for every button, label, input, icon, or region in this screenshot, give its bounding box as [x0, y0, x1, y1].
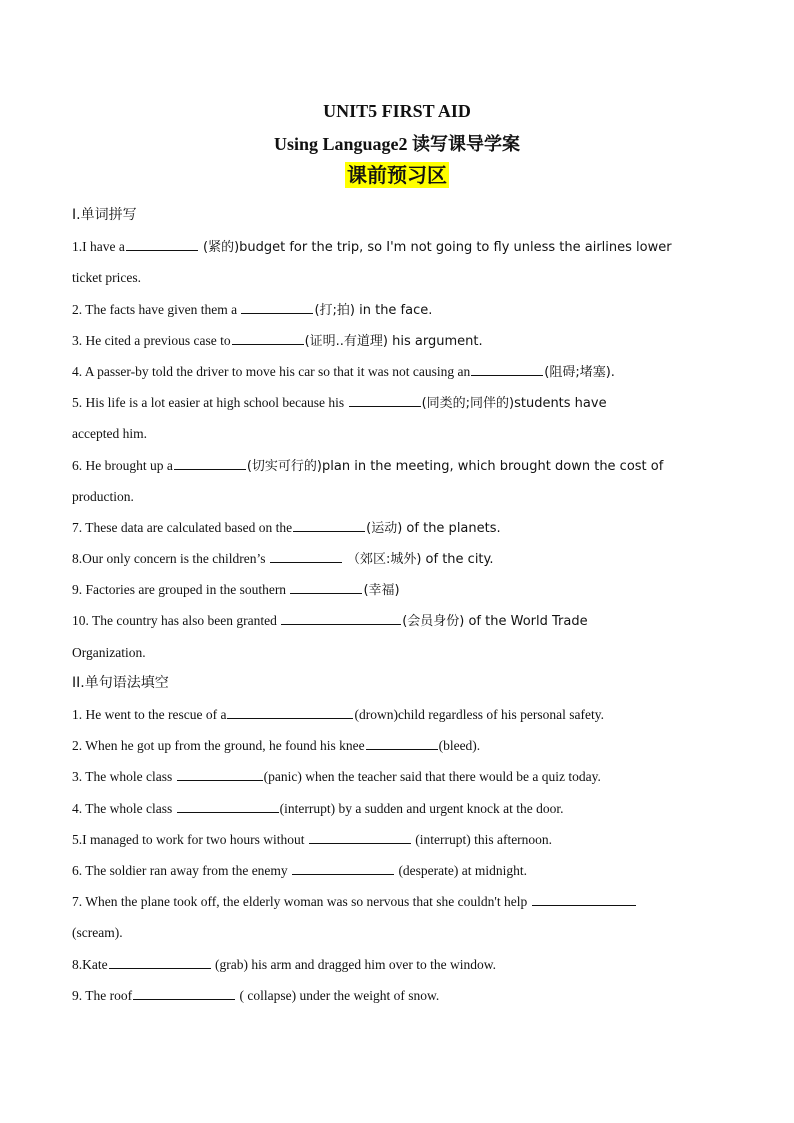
- question-text-pre: 2. When he got up from the ground, he found his knee: [72, 738, 365, 754]
- question-text-pre: 5.I managed to work for two hours without: [72, 831, 308, 847]
- answer-blank[interactable]: [532, 892, 636, 906]
- question-text-pre: 8.Our only concern is the children’s: [72, 551, 269, 567]
- highlight-heading-wrap: [0, 162, 794, 188]
- question-continuation: Organization.: [72, 644, 146, 660]
- question-text-post: (切实可行的)plan in the meeting, which brought down the cost of: [246, 458, 664, 474]
- question-text-post: ( collapse) under the weight of snow.: [236, 987, 440, 1003]
- question-text-post: (bleed).: [438, 738, 481, 754]
- preview-section-heading: 课前预习区: [347, 163, 447, 187]
- answer-blank[interactable]: [126, 237, 198, 251]
- question-line: [72, 605, 720, 636]
- question-line: [72, 793, 720, 824]
- question-text-pre: 6. The soldier ran away from the enemy: [72, 862, 292, 878]
- question-line: [72, 294, 720, 325]
- question-line: [72, 512, 720, 543]
- question-line: [72, 980, 720, 1011]
- answer-blank[interactable]: [109, 955, 211, 969]
- question-line: [72, 855, 720, 886]
- question-line: [72, 325, 720, 356]
- question-text-post: (interrupt) by a sudden and urgent knock at the door.: [279, 800, 564, 816]
- answer-blank[interactable]: [177, 799, 279, 813]
- question-text-pre: 10. The country has also been granted: [72, 613, 281, 629]
- answer-blank[interactable]: [292, 861, 394, 875]
- answer-blank[interactable]: [232, 331, 304, 345]
- question-line: [72, 761, 720, 792]
- question-text-pre: 1.I have a: [72, 239, 125, 255]
- answer-blank[interactable]: [349, 393, 421, 407]
- question-continuation: production.: [72, 488, 134, 504]
- question-line: [72, 356, 720, 387]
- question-text-pre: 9. The roof: [72, 987, 133, 1003]
- question-line: [72, 824, 720, 855]
- answer-blank[interactable]: [241, 300, 313, 314]
- question-text-post: (幸福): [363, 583, 400, 599]
- answer-blank[interactable]: [471, 362, 543, 376]
- question-line: [72, 231, 720, 262]
- question-text-post: (打;拍) in the face.: [314, 302, 433, 318]
- question-text-pre: 4. A passer-by told the driver to move his car so that it was not causing an: [72, 363, 471, 379]
- question-text-pre: 4. The whole class: [72, 800, 176, 816]
- answer-blank[interactable]: [366, 736, 438, 750]
- question-text-post: (desperate) at midnight.: [395, 862, 528, 878]
- question-line: [72, 699, 720, 730]
- question-text-pre: 5. His life is a lot easier at high school because his: [72, 395, 348, 411]
- worksheet-body: [72, 200, 720, 1011]
- question-text-pre: 1. He went to the rescue of a: [72, 707, 227, 722]
- question-text-post: (运动) of the planets.: [366, 520, 501, 536]
- question-text-pre: 2. The facts have given them a: [72, 301, 241, 317]
- answer-blank[interactable]: [174, 456, 246, 470]
- question-text-post: (panic) when the teacher said that there would be a quiz today.: [263, 769, 601, 785]
- question-line: [72, 387, 720, 418]
- unit-title: UNIT5 FIRST AID: [323, 101, 471, 121]
- question-text-post: (同类的;同伴的)students have: [421, 396, 607, 412]
- question-line: [72, 886, 720, 917]
- question-line: [72, 574, 720, 605]
- question-text-post: (interrupt) this afternoon.: [411, 831, 553, 847]
- question-continuation: accepted him.: [72, 426, 147, 442]
- question-text-pre: 9. Factories are grouped in the southern: [72, 582, 290, 598]
- question-text-pre: 7. When the plane took off, the elderly woman was so nervous that she couldn't help: [72, 894, 531, 910]
- answer-blank[interactable]: [281, 611, 401, 625]
- question-text-pre: 3. The whole class: [72, 769, 176, 785]
- section2-heading: II.单句语法填空: [72, 674, 169, 691]
- question-text-post: (drown)child regardless of his personal safety.: [354, 707, 604, 722]
- question-line: [72, 730, 720, 761]
- question-text-pre: 8.Kate: [72, 956, 108, 972]
- question-text-pre: 3. He cited a previous case to: [72, 332, 231, 348]
- question-line: [72, 949, 720, 980]
- answer-blank[interactable]: [227, 705, 353, 719]
- answer-blank[interactable]: [270, 549, 342, 563]
- question-text-pre: 6. He brought up a: [72, 457, 173, 473]
- question-line: [72, 450, 720, 481]
- question-text-post: （郊区:城外) of the city.: [342, 552, 494, 568]
- question-continuation: (scream).: [72, 925, 123, 941]
- question-text-post: (证明..有道理) his argument.: [304, 333, 483, 349]
- answer-blank[interactable]: [177, 767, 263, 781]
- question-continuation: ticket prices.: [72, 270, 141, 286]
- question-text-post: (阻碍;堵塞).: [544, 364, 615, 380]
- question-text-post: (grab) his arm and dragged him over to the window.: [211, 956, 497, 972]
- answer-blank[interactable]: [290, 580, 362, 594]
- question-text-post: (会员身份) of the World Trade: [402, 614, 588, 630]
- lesson-subtitle: Using Language2 读写课导学案: [273, 134, 521, 154]
- question-text-pre: 7. These data are calculated based on the: [72, 519, 293, 535]
- section1-heading: I.单词拼写: [72, 207, 137, 223]
- question-line: [72, 543, 720, 574]
- answer-blank[interactable]: [293, 518, 365, 532]
- question-text-post: (紧的)budget for the trip, so I'm not going to fly unless the airlines lower: [198, 240, 672, 256]
- answer-blank[interactable]: [309, 830, 411, 844]
- answer-blank[interactable]: [133, 986, 235, 1000]
